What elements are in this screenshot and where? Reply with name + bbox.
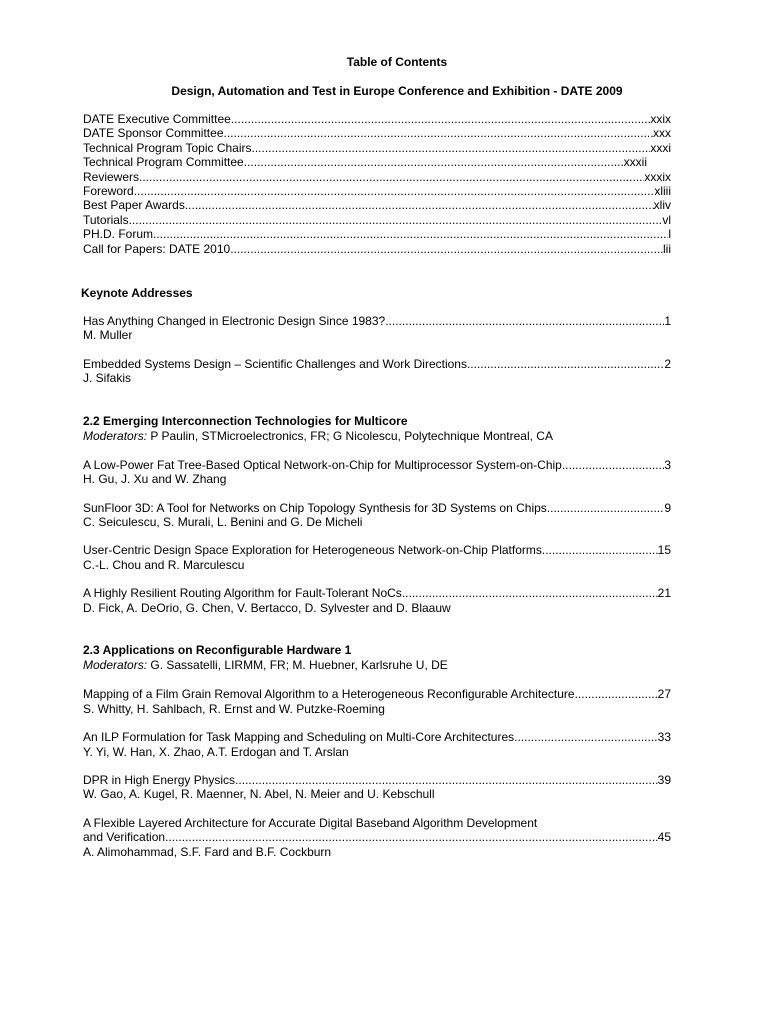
front-matter-item[interactable]: DATE Sponsor Committee ..... xxx bbox=[83, 126, 671, 140]
entry-authors: Y. Yi, W. Han, X. Zhao, A.T. Erdogan and T. Arslan bbox=[83, 744, 349, 759]
moderators-label: Moderators: bbox=[83, 428, 148, 443]
entry-title-first-line[interactable]: A Flexible Layered Architecture for Accurate Digital Baseband Algorithm Development bbox=[83, 815, 538, 830]
entry-authors: D. Fick, A. DeOrio, G. Chen, V. Bertacco, D. Sylvester and D. Blaauw bbox=[83, 600, 451, 615]
entry-title-line[interactable]: Has Anything Changed in Electronic Design Since 1983? ..... 1 bbox=[83, 314, 671, 328]
toc-entry[interactable] bbox=[83, 314, 671, 343]
page-title: Table of Contents bbox=[346, 55, 448, 69]
page-subtitle: Design, Automation and Test in Europe Conference and Exhibition - DATE 2009 bbox=[171, 84, 623, 98]
entry-title-line[interactable]: A Low-Power Fat Tree-Based Optical Network-on-Chip for Multiprocessor System-on-Chip ..... 3 bbox=[83, 458, 671, 472]
toc-entry[interactable] bbox=[83, 458, 671, 487]
section-heading: 2.2 Emerging Interconnection Technologies for Multicore bbox=[83, 413, 408, 428]
toc-entry[interactable] bbox=[83, 816, 671, 859]
entry-authors: M. Muller bbox=[83, 328, 133, 343]
front-matter-item[interactable]: Best Paper Awards ..... xliv bbox=[83, 198, 671, 212]
toc-entry[interactable] bbox=[83, 773, 671, 802]
toc-entry[interactable] bbox=[83, 357, 671, 386]
entry-title-line[interactable]: An ILP Formulation for Task Mapping and Scheduling on Multi-Core Architectures ..... 33 bbox=[83, 730, 671, 744]
toc-entry[interactable] bbox=[83, 501, 671, 530]
toc-section bbox=[83, 414, 671, 616]
toc-page bbox=[83, 55, 671, 859]
section-moderators bbox=[83, 658, 671, 673]
entry-title-line[interactable]: DPR in High Energy Physics ..... 39 bbox=[83, 773, 671, 787]
front-matter-item[interactable]: Foreword ..... xliii bbox=[83, 184, 671, 198]
toc-entry[interactable] bbox=[83, 543, 671, 572]
toc-section bbox=[83, 286, 671, 386]
toc-entry[interactable] bbox=[83, 730, 671, 759]
front-matter-item[interactable]: PH.D. Forum ..... l bbox=[83, 227, 671, 241]
entry-title-line[interactable]: Embedded Systems Design – Scientific Challenges and Work Directions ..... 2 bbox=[83, 357, 671, 371]
front-matter-item[interactable]: Technical Program Committee ..... xxxii bbox=[83, 155, 671, 169]
entry-authors: S. Whitty, H. Sahlbach, R. Ernst and W. Putzke-Roeming bbox=[83, 701, 385, 716]
section-heading: Keynote Addresses bbox=[81, 285, 193, 300]
entry-title-line[interactable]: User-Centric Design Space Exploration for Heterogeneous Network-on-Chip Platforms ..... 15 bbox=[83, 543, 671, 557]
entry-title-line[interactable]: and Verification ..... 45 bbox=[83, 830, 671, 844]
section-moderators bbox=[83, 429, 671, 444]
front-matter-item[interactable]: DATE Executive Committee ..... xxix bbox=[83, 112, 671, 126]
entry-authors: J. Sifakis bbox=[83, 371, 132, 386]
front-matter-item[interactable]: Technical Program Topic Chairs ..... xxxi bbox=[83, 141, 671, 155]
moderators-names: P Paulin, STMicroelectronics, FR; G Nicolescu, Polytechnique Montreal, CA bbox=[147, 428, 553, 443]
section-heading: 2.3 Applications on Reconfigurable Hardware 1 bbox=[83, 643, 352, 658]
front-matter-item[interactable]: Reviewers ..... xxxix bbox=[83, 170, 671, 184]
moderators-label: Moderators: bbox=[83, 658, 148, 673]
entry-authors: C. Seiculescu, S. Murali, L. Benini and G. De Micheli bbox=[83, 514, 363, 529]
entry-authors: H. Gu, J. Xu and W. Zhang bbox=[83, 472, 227, 487]
front-matter-item[interactable]: Tutorials ..... vl bbox=[83, 213, 671, 227]
front-matter-item[interactable]: Call for Papers: DATE 2010 ..... lii bbox=[83, 242, 671, 256]
toc-entry[interactable] bbox=[83, 687, 671, 716]
moderators-names: G. Sassatelli, LIRMM, FR; M. Huebner, Karlsruhe U, DE bbox=[147, 658, 448, 673]
front-matter-list bbox=[83, 112, 671, 256]
toc-section bbox=[83, 643, 671, 859]
entry-authors: A. Alimohammad, S.F. Fard and B.F. Cockburn bbox=[83, 844, 332, 859]
toc-entry[interactable] bbox=[83, 586, 671, 615]
entry-authors: C.-L. Chou and R. Marculescu bbox=[83, 557, 245, 572]
entry-title-line[interactable]: SunFloor 3D: A Tool for Networks on Chip Topology Synthesis for 3D Systems on Chips ..... 9 bbox=[83, 501, 671, 515]
entry-title-line[interactable]: A Highly Resilient Routing Algorithm for Fault-Tolerant NoCs ..... 21 bbox=[83, 586, 671, 600]
entry-authors: W. Gao, A. Kugel, R. Maenner, N. Abel, N. Meier and U. Kebschull bbox=[83, 787, 435, 802]
entry-title-line[interactable]: Mapping of a Film Grain Removal Algorithm to a Heterogeneous Reconfigurable Architecture ..... 27 bbox=[83, 687, 671, 701]
